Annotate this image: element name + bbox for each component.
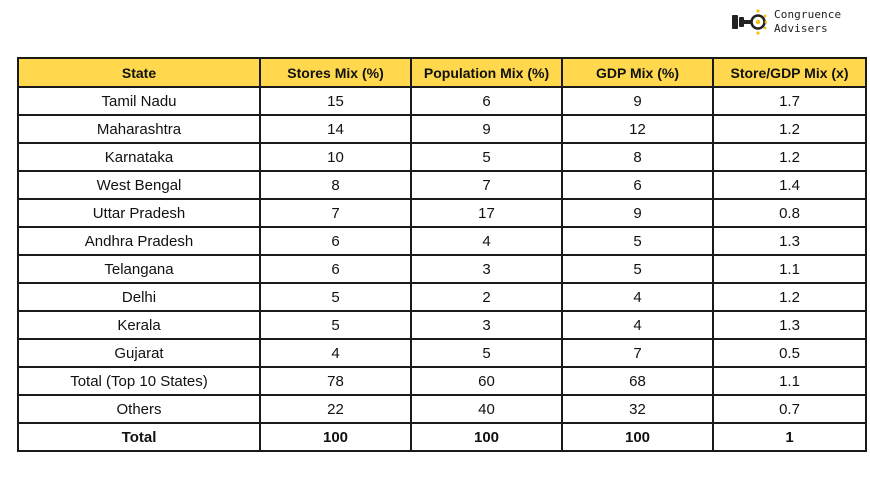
table-cell-gdp-mix: 9 [562, 199, 713, 227]
column-header-store-gdp-ratio: Store/GDP Mix (x) [713, 58, 866, 87]
logo-wordmark [774, 8, 841, 36]
table-cell-state: Others [18, 395, 260, 423]
company-logo [731, 2, 863, 42]
table-cell-store-gdp-ratio: 0.7 [713, 395, 866, 423]
table-cell-state: Kerala [18, 311, 260, 339]
table-cell-population-mix: 17 [411, 199, 562, 227]
table-cell-population-mix: 3 [411, 255, 562, 283]
table-row [18, 395, 866, 423]
table-cell-gdp-mix: 8 [562, 143, 713, 171]
table-cell-gdp-mix: 7 [562, 339, 713, 367]
table-cell-gdp-mix: 6 [562, 171, 713, 199]
table-row [18, 367, 866, 395]
table-cell-population-mix: 5 [411, 339, 562, 367]
table-row [18, 87, 866, 115]
table-cell-state: Telangana [18, 255, 260, 283]
table-cell-store-gdp-ratio: 1.7 [713, 87, 866, 115]
table-cell-store-gdp-ratio: 1.1 [713, 367, 866, 395]
table-cell-gdp-mix: 5 [562, 227, 713, 255]
table-cell-state: Gujarat [18, 339, 260, 367]
table-cell-population-mix: 3 [411, 311, 562, 339]
table-cell-store-gdp-ratio: 1 [713, 423, 866, 451]
table-cell-gdp-mix: 5 [562, 255, 713, 283]
table-cell-store-gdp-ratio: 1.3 [713, 227, 866, 255]
table-cell-stores-mix: 7 [260, 199, 411, 227]
logo-line-2: Advisers [774, 22, 828, 35]
table-total-row [18, 423, 866, 451]
table-cell-stores-mix: 5 [260, 283, 411, 311]
table-row [18, 283, 866, 311]
table-cell-population-mix: 2 [411, 283, 562, 311]
table-cell-state: Total (Top 10 States) [18, 367, 260, 395]
table-cell-store-gdp-ratio: 1.2 [713, 143, 866, 171]
table-row [18, 115, 866, 143]
table-cell-state: Uttar Pradesh [18, 199, 260, 227]
table-row [18, 143, 866, 171]
table-row [18, 199, 866, 227]
table-cell-gdp-mix: 9 [562, 87, 713, 115]
table-cell-stores-mix: 10 [260, 143, 411, 171]
table-cell-population-mix: 5 [411, 143, 562, 171]
table-cell-population-mix: 100 [411, 423, 562, 451]
table-cell-store-gdp-ratio: 1.2 [713, 115, 866, 143]
table-cell-population-mix: 7 [411, 171, 562, 199]
table-cell-store-gdp-ratio: 0.8 [713, 199, 866, 227]
table-cell-stores-mix: 100 [260, 423, 411, 451]
table-cell-population-mix: 4 [411, 227, 562, 255]
table-cell-gdp-mix: 100 [562, 423, 713, 451]
key-icon [731, 7, 767, 37]
table-cell-stores-mix: 6 [260, 255, 411, 283]
table-cell-population-mix: 40 [411, 395, 562, 423]
table-cell-stores-mix: 22 [260, 395, 411, 423]
table-row [18, 171, 866, 199]
state-mix-table [17, 57, 867, 452]
column-header-state: State [18, 58, 260, 87]
table-cell-gdp-mix: 32 [562, 395, 713, 423]
table-cell-state: West Bengal [18, 171, 260, 199]
table-cell-stores-mix: 14 [260, 115, 411, 143]
table-cell-state: Maharashtra [18, 115, 260, 143]
table-cell-store-gdp-ratio: 0.5 [713, 339, 866, 367]
table-cell-population-mix: 6 [411, 87, 562, 115]
table-cell-state: Andhra Pradesh [18, 227, 260, 255]
table-row [18, 339, 866, 367]
table-row [18, 255, 866, 283]
table-cell-gdp-mix: 4 [562, 311, 713, 339]
table-cell-stores-mix: 8 [260, 171, 411, 199]
table-header-row [18, 58, 866, 87]
table-cell-state: Total [18, 423, 260, 451]
table-row [18, 311, 866, 339]
table-cell-store-gdp-ratio: 1.1 [713, 255, 866, 283]
table-cell-population-mix: 60 [411, 367, 562, 395]
table-cell-store-gdp-ratio: 1.4 [713, 171, 866, 199]
table-cell-stores-mix: 6 [260, 227, 411, 255]
table-cell-state: Tamil Nadu [18, 87, 260, 115]
table-cell-gdp-mix: 68 [562, 367, 713, 395]
table-row [18, 227, 866, 255]
table-body [18, 87, 866, 451]
table-cell-stores-mix: 78 [260, 367, 411, 395]
column-header-gdp-mix: GDP Mix (%) [562, 58, 713, 87]
table-cell-store-gdp-ratio: 1.2 [713, 283, 866, 311]
table-cell-population-mix: 9 [411, 115, 562, 143]
table-cell-store-gdp-ratio: 1.3 [713, 311, 866, 339]
column-header-stores-mix: Stores Mix (%) [260, 58, 411, 87]
table-cell-state: Delhi [18, 283, 260, 311]
table-cell-stores-mix: 15 [260, 87, 411, 115]
column-header-population-mix: Population Mix (%) [411, 58, 562, 87]
table-cell-state: Karnataka [18, 143, 260, 171]
table-cell-gdp-mix: 12 [562, 115, 713, 143]
table-cell-stores-mix: 4 [260, 339, 411, 367]
table-cell-stores-mix: 5 [260, 311, 411, 339]
table-cell-gdp-mix: 4 [562, 283, 713, 311]
logo-line-1: Congruence [774, 8, 842, 21]
